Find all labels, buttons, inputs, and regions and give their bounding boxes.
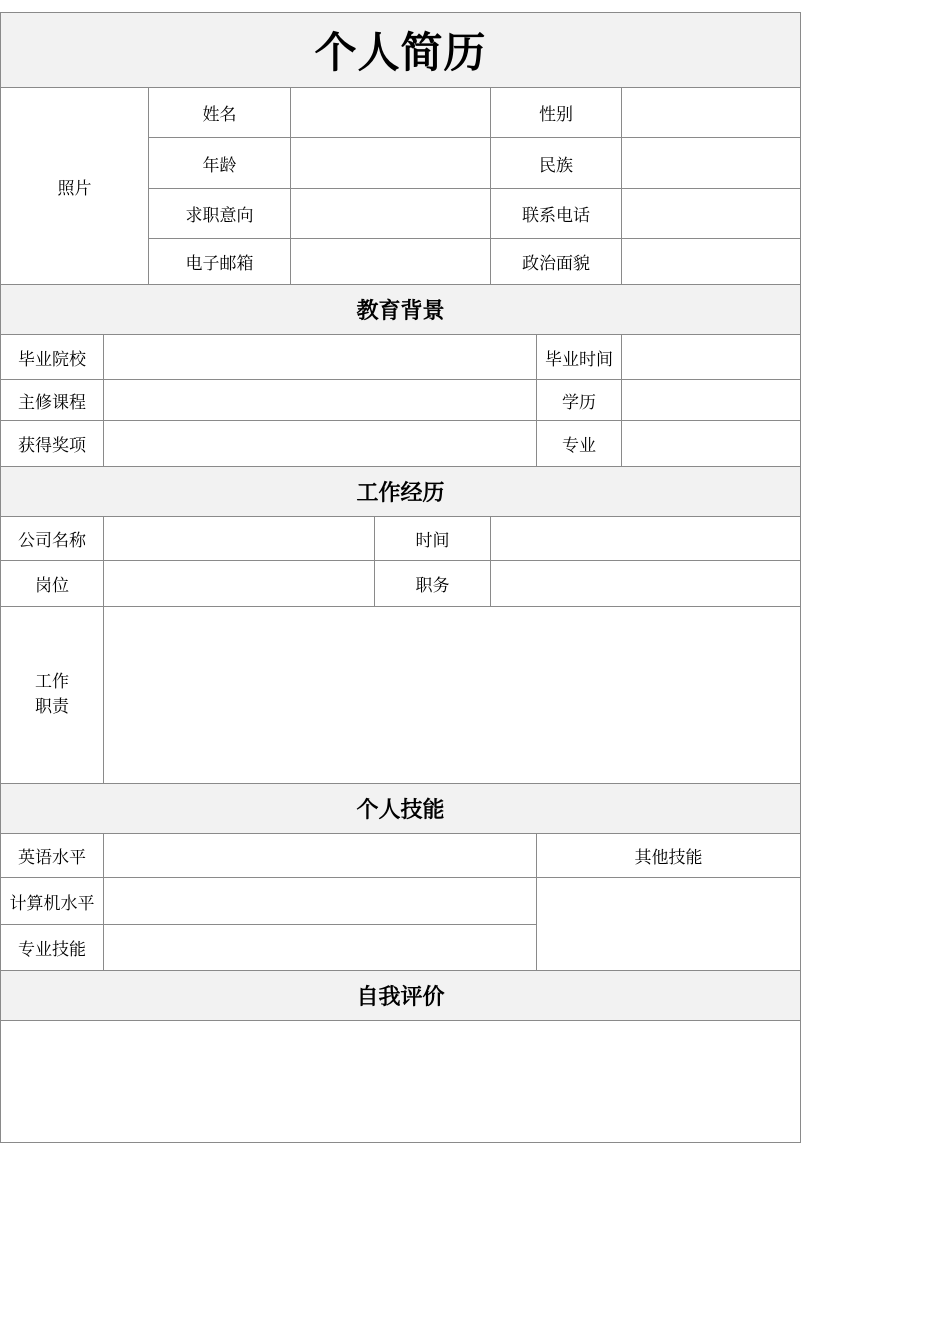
computer-field[interactable]: [104, 878, 537, 925]
responsibilities-label-line1: 工作: [35, 672, 69, 692]
education-heading: 教育背景: [1, 285, 801, 335]
major-label: 专业: [537, 421, 622, 467]
resume-sheet: [0, 12, 800, 1143]
phone-label: 联系电话: [491, 189, 622, 239]
responsibilities-field[interactable]: [104, 607, 801, 784]
phone-field[interactable]: [622, 189, 801, 239]
job-intent-label: 求职意向: [149, 189, 291, 239]
courses-field[interactable]: [104, 380, 537, 421]
age-label: 年龄: [149, 138, 291, 189]
page-title: 个人简历: [1, 13, 801, 88]
awards-label: 获得奖项: [1, 421, 104, 467]
school-field[interactable]: [104, 335, 537, 380]
ethnicity-label: 民族: [491, 138, 622, 189]
company-field[interactable]: [104, 517, 375, 561]
professional-field[interactable]: [104, 925, 537, 971]
post-label: 岗位: [1, 561, 104, 607]
grad-time-label: 毕业时间: [537, 335, 622, 380]
computer-label: 计算机水平: [1, 878, 104, 925]
time-label: 时间: [375, 517, 491, 561]
major-field[interactable]: [622, 421, 801, 467]
job-intent-field[interactable]: [291, 189, 491, 239]
duty-field[interactable]: [491, 561, 801, 607]
self-eval-field[interactable]: [1, 1021, 801, 1143]
time-field[interactable]: [491, 517, 801, 561]
resume-table: [0, 12, 801, 1143]
name-field[interactable]: [291, 88, 491, 138]
skills-heading: 个人技能: [1, 784, 801, 834]
post-field[interactable]: [104, 561, 375, 607]
ethnicity-field[interactable]: [622, 138, 801, 189]
political-label: 政治面貌: [491, 239, 622, 285]
email-label: 电子邮箱: [149, 239, 291, 285]
company-label: 公司名称: [1, 517, 104, 561]
english-field[interactable]: [104, 834, 537, 878]
name-label: 姓名: [149, 88, 291, 138]
political-field[interactable]: [622, 239, 801, 285]
english-label: 英语水平: [1, 834, 104, 878]
duty-label: 职务: [375, 561, 491, 607]
self-eval-heading: 自我评价: [1, 971, 801, 1021]
grad-time-field[interactable]: [622, 335, 801, 380]
school-label: 毕业院校: [1, 335, 104, 380]
professional-label: 专业技能: [1, 925, 104, 971]
awards-field[interactable]: [104, 421, 537, 467]
other-skills-field[interactable]: [537, 878, 801, 971]
age-field[interactable]: [291, 138, 491, 189]
work-heading: 工作经历: [1, 467, 801, 517]
degree-field[interactable]: [622, 380, 801, 421]
courses-label: 主修课程: [1, 380, 104, 421]
degree-label: 学历: [537, 380, 622, 421]
gender-label: 性别: [491, 88, 622, 138]
responsibilities-label: [1, 607, 104, 784]
photo-placeholder[interactable]: 照片: [1, 88, 149, 285]
other-skills-label: 其他技能: [537, 834, 801, 878]
email-field[interactable]: [291, 239, 491, 285]
responsibilities-label-line2: 职责: [35, 697, 69, 717]
gender-field[interactable]: [622, 88, 801, 138]
